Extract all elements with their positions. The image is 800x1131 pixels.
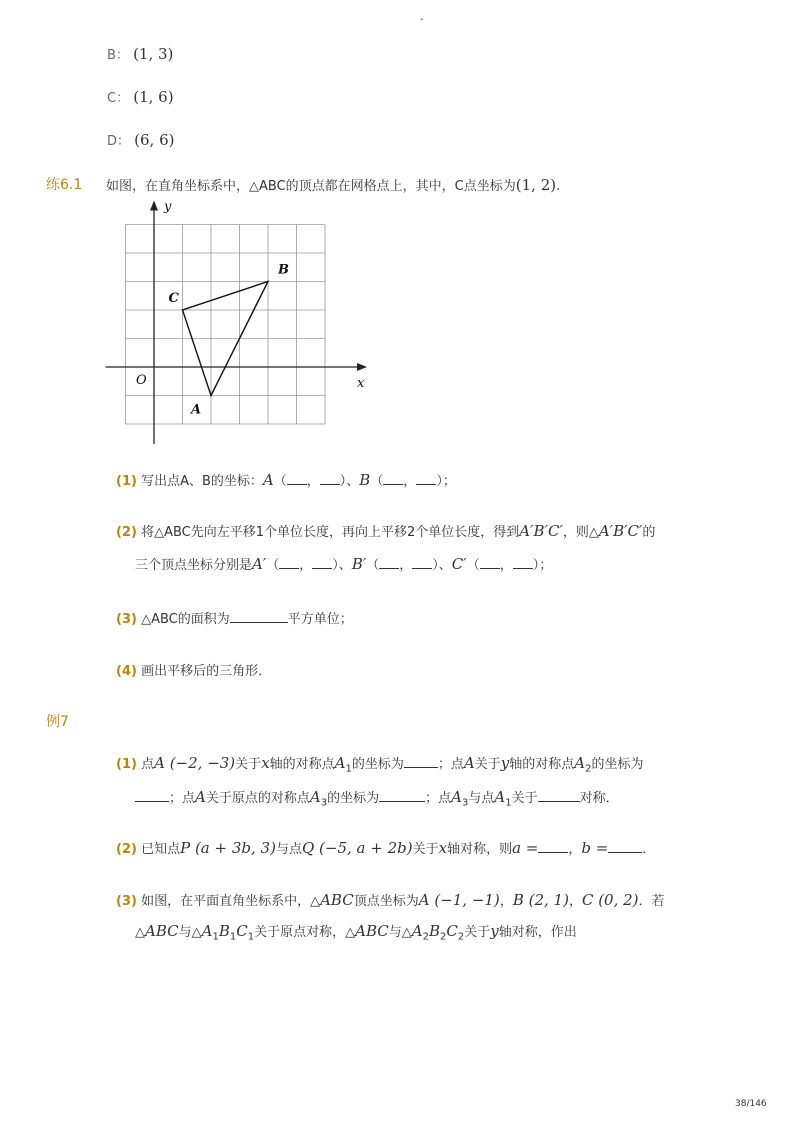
math-a3: A <box>451 788 462 806</box>
question-1-open-a: （ <box>273 474 287 489</box>
answer-blank[interactable] <box>538 789 580 802</box>
math-a1: A <box>494 788 506 806</box>
header-mark: - <box>420 14 424 25</box>
option-c-label: C： <box>107 91 130 106</box>
question-2-c-prime: C′ <box>451 555 467 573</box>
answer-blank[interactable] <box>383 472 403 485</box>
point-p: P (a + 3b, 3) <box>180 839 276 857</box>
subscript: 2 <box>439 931 447 943</box>
math-c2: C <box>446 922 458 940</box>
question-3-text-2: 平方单位； <box>287 612 353 627</box>
answer-blank[interactable] <box>287 472 307 485</box>
math-c1: C <box>236 922 248 940</box>
math-b-eq: b = <box>581 839 609 857</box>
subscript: 1 <box>505 797 512 809</box>
paren-close-sep: ）、 <box>332 558 352 573</box>
option-b-label: B： <box>107 48 129 63</box>
question-2-text-3: 的 <box>642 525 656 540</box>
question-2-a-prime: A′ <box>252 555 267 573</box>
question-3-text-1: △ABC的面积为 <box>141 612 230 627</box>
math-a: A <box>195 788 206 806</box>
question-1-number: (1) <box>116 474 137 489</box>
text: 与△ <box>178 925 202 940</box>
question-3-number: (3) <box>116 612 137 627</box>
option-d-label: D： <box>107 134 131 149</box>
question-4-text: 画出平移后的三角形． <box>141 664 272 679</box>
paren-open: （ <box>366 558 380 573</box>
point-a-label: A <box>191 402 202 418</box>
math-a-eq: a = <box>512 839 539 857</box>
page-number: 38/146 <box>735 1099 767 1109</box>
text: 点 <box>141 757 155 772</box>
y-axis-arrow <box>150 201 158 211</box>
answer-blank[interactable] <box>135 789 169 802</box>
answer-blank[interactable] <box>416 472 436 485</box>
question-1-comma-b: ， <box>403 474 417 489</box>
question-2-text-2: ，则△ <box>562 525 599 540</box>
text: 与点 <box>468 791 495 806</box>
text: ， <box>499 894 513 909</box>
example-7-part-3-number: (3) <box>116 894 137 909</box>
question-1-close-end: ）； <box>436 474 456 489</box>
option-b[interactable] <box>107 44 173 63</box>
math-b1: B <box>218 922 230 940</box>
text: 已知点 <box>141 842 181 857</box>
math-b2: B <box>428 922 440 940</box>
subscript: 2 <box>585 763 592 775</box>
paren-close-end: ）； <box>532 558 553 573</box>
math-a2: A <box>574 754 586 772</box>
answer-blank[interactable] <box>412 556 432 569</box>
paren-open: （ <box>466 558 480 573</box>
point-q: Q (−5, a + 2b) <box>301 839 413 857</box>
subscript: 1 <box>212 931 219 943</box>
point-b-coord: B (2, 1) <box>512 891 569 909</box>
subscript: 2 <box>457 931 465 943</box>
text: ． <box>642 842 656 857</box>
question-1-point-b: B <box>359 471 371 489</box>
text: 的坐标为 <box>351 757 404 772</box>
example-7-part-3-line-2 <box>135 921 577 943</box>
math-y: y <box>490 922 499 940</box>
subscript: 1 <box>345 763 352 775</box>
question-2-triangle-2: A′B′C′ <box>598 522 643 540</box>
text: ， <box>568 842 582 857</box>
question-1-comma: ， <box>306 474 320 489</box>
math-a1: A <box>334 754 346 772</box>
subscript: 1 <box>229 931 237 943</box>
question-1-text: 写出点A、B的坐标： <box>141 474 263 489</box>
question-2-text-1: 将△ABC先向左平移1个单位长度，再向上平移2个单位长度，得到 <box>141 525 520 540</box>
example-7-part-3 <box>116 890 665 909</box>
text: 轴对称，则 <box>447 842 513 857</box>
answer-blank[interactable] <box>279 556 299 569</box>
math-abc: ABC <box>145 922 179 940</box>
text: 关于 <box>511 791 538 806</box>
answer-blank[interactable] <box>379 556 399 569</box>
question-2 <box>116 521 655 540</box>
answer-blank[interactable] <box>480 556 500 569</box>
math-y: y <box>500 754 510 772</box>
option-d[interactable] <box>107 130 174 149</box>
text: △ <box>135 925 145 940</box>
subscript: 1 <box>247 931 255 943</box>
math-x: x <box>438 839 448 857</box>
example-7-part-2 <box>116 838 655 857</box>
text: 对称． <box>579 791 619 806</box>
text: 的坐标为 <box>327 791 380 806</box>
question-2-b-prime: B′ <box>351 555 367 573</box>
coordinate-figure <box>100 192 365 447</box>
point-a-coord: A (−2, −3) <box>154 754 236 772</box>
text: 轴的对称点 <box>509 757 575 772</box>
text: 如图，在平面直角坐标系中，△ <box>141 894 321 909</box>
text: 关于 <box>464 925 491 940</box>
practice-stem-prefix: 如图，在直角坐标系中， <box>106 179 250 194</box>
question-2-line2-prefix: 三个顶点坐标分别是 <box>135 558 253 573</box>
point-c-coord: C (0, 2) <box>581 891 639 909</box>
practice-tag-text: 练6.1 <box>46 177 83 193</box>
answer-blank[interactable] <box>538 840 568 853</box>
math-a: A <box>463 754 475 772</box>
x-axis-label: x <box>357 376 365 391</box>
y-axis-label: y <box>164 199 172 215</box>
example-7-part-1 <box>116 753 644 775</box>
point-c-label: C <box>168 291 179 306</box>
comma: ， <box>399 558 413 573</box>
text: 关于 <box>235 757 262 772</box>
text: 关于 <box>474 757 501 772</box>
answer-blank[interactable] <box>320 472 340 485</box>
practice-tag <box>46 174 82 194</box>
subscript: 3 <box>320 797 328 809</box>
text: 轴的对称点 <box>269 757 335 772</box>
option-b-value: (1, 3) <box>133 45 174 63</box>
question-1-open-b: （ <box>370 474 384 489</box>
comma: ， <box>299 558 313 573</box>
answer-blank[interactable] <box>404 755 438 768</box>
answer-blank[interactable] <box>230 610 288 623</box>
paren-close-sep: ）、 <box>432 558 452 573</box>
text: ；点 <box>437 757 464 772</box>
practice-stem-triangle: △ABC的顶点都在网格点上，其中，C点坐标为 <box>249 179 516 194</box>
example-7-part-1-line-2 <box>135 787 619 809</box>
text: ， <box>568 894 582 909</box>
answer-blank[interactable] <box>379 789 425 802</box>
example-7-part-2-number: (2) <box>116 842 137 857</box>
text: ．若 <box>638 894 665 909</box>
math-abc: ABC <box>355 922 389 940</box>
question-2-triangle-1: A′B′C′ <box>519 522 563 540</box>
subscript: 3 <box>461 797 469 809</box>
answer-blank[interactable] <box>513 556 533 569</box>
text: 轴对称，作出 <box>498 925 577 940</box>
math-abc: ABC <box>320 891 354 909</box>
math-a3: A <box>309 788 321 806</box>
question-2-line-2 <box>135 554 552 573</box>
text: 关于原点对称，△ <box>254 925 356 940</box>
subscript: 2 <box>422 931 429 943</box>
question-1-point-a: A <box>262 471 274 489</box>
math-x: x <box>261 754 270 772</box>
text: 关于 <box>412 842 439 857</box>
comma: ， <box>499 558 513 573</box>
example-7-tag-text: 例7 <box>46 714 69 730</box>
question-3 <box>116 608 353 627</box>
example-7-part-1-number: (1) <box>116 757 137 772</box>
practice-stem-coord: (1, 2) <box>515 176 557 194</box>
practice-stem-end: . <box>556 179 561 194</box>
x-axis-arrow <box>357 363 367 371</box>
math-a2: A <box>411 922 423 940</box>
point-b-label: B <box>278 262 289 278</box>
question-1-close-sep: ）、 <box>339 474 360 489</box>
option-c-value: (1, 6) <box>133 88 174 106</box>
text: ；点 <box>425 791 452 806</box>
origin-label: O <box>136 373 147 388</box>
text: 与点 <box>275 842 302 857</box>
option-c[interactable] <box>107 87 174 106</box>
math-a1: A <box>201 922 213 940</box>
question-4 <box>116 660 271 679</box>
text: 关于原点的对称点 <box>205 791 310 806</box>
answer-blank[interactable] <box>312 556 332 569</box>
text: ；点 <box>169 791 196 806</box>
paren-open: （ <box>266 558 280 573</box>
text: 的坐标为 <box>591 757 644 772</box>
option-d-value: (6, 6) <box>134 131 175 149</box>
point-a-coord: A (−1, −1) <box>418 891 500 909</box>
question-1 <box>116 470 456 489</box>
text: 与△ <box>388 925 412 940</box>
question-4-number: (4) <box>116 664 137 679</box>
answer-blank[interactable] <box>608 840 642 853</box>
example-7-tag <box>46 711 69 731</box>
question-2-number: (2) <box>116 525 137 540</box>
text: 顶点坐标为 <box>353 894 419 909</box>
